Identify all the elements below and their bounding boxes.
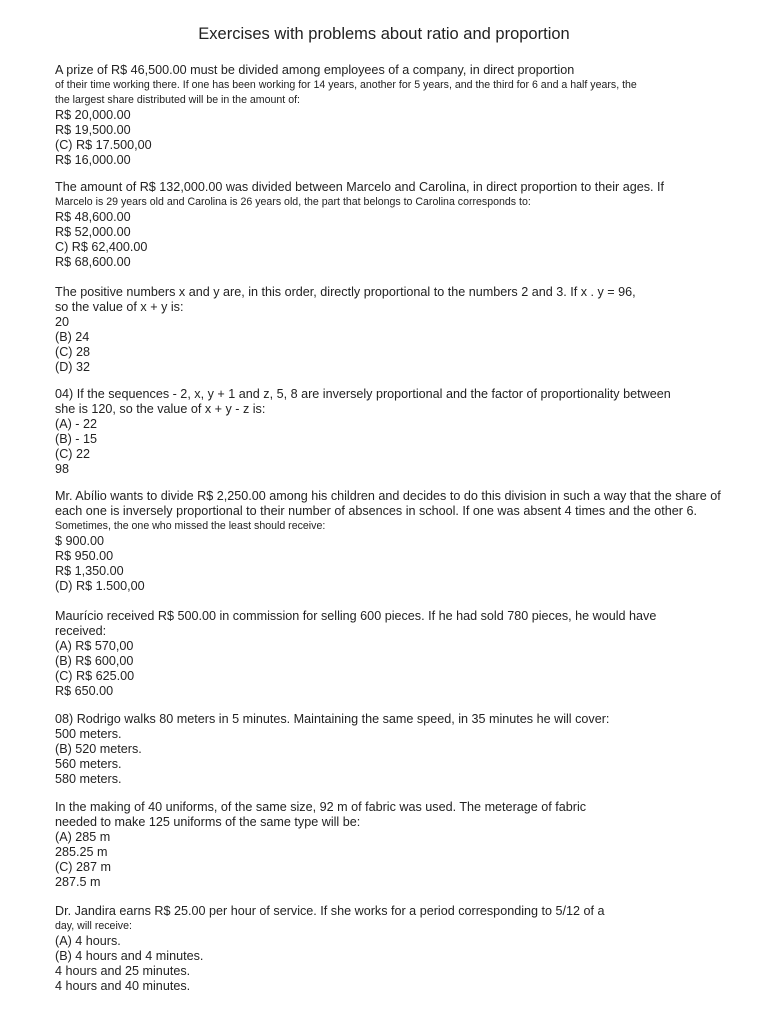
question-line: (D) 32: [55, 360, 90, 374]
question-line: (C) 28: [55, 345, 90, 359]
question-text: 08) Rodrigo walks 80 meters in 5 minutes. Maintaining the same speed, in 35 minutes he will cover:: [55, 712, 610, 726]
question-line: she is 120, so the value of x + y - z is:: [55, 402, 266, 416]
question-text: In the making of 40 uniforms, of the same size, 92 m of fabric was used. The meterage of fabric: [55, 800, 587, 814]
question-line: (D) R$ 1.500,00: [55, 579, 145, 593]
question-line: (C) R$ 17.500,00: [55, 138, 152, 152]
question-line: (B) R$ 600,00: [55, 654, 134, 668]
question-1: [55, 63, 715, 168]
question-text: Mr. Abílio wants to divide R$ 2,250.00 among his children and decides to do this division in such a way that the share of: [55, 489, 721, 503]
question-line: of their time working there. If one has been working for 14 years, another for 5 years, and the third for 6 and a half years, the: [55, 79, 637, 91]
question-line: (B) - 15: [55, 432, 97, 446]
question-text: 04) If the sequences - 2, x, y + 1 and z, 5, 8 are inversely proportional and the factor of proportionality between: [55, 387, 671, 401]
question-line: Marcelo is 29 years old and Carolina is 26 years old, the part that belongs to Carolina corresponds to:: [55, 196, 531, 208]
question-line: (C) R$ 625.00: [55, 669, 135, 683]
question-line: (B) 24: [55, 330, 90, 344]
page-title: Exercises with problems about ratio and proportion: [198, 25, 570, 43]
question-line: 580 meters.: [55, 772, 122, 786]
question-line: (B) 4 hours and 4 minutes.: [55, 949, 204, 963]
question-line: 287.5 m: [55, 875, 101, 889]
question-2: [55, 180, 715, 270]
question-line: R$ 650.00: [55, 684, 114, 698]
question-line: R$ 950.00: [55, 549, 114, 563]
question-line: (B) 520 meters.: [55, 742, 142, 756]
question-line: Sometimes, the one who missed the least should receive:: [55, 520, 326, 532]
question-line: 20: [55, 315, 70, 329]
question-line: 560 meters.: [55, 757, 122, 771]
question-line: R$ 68,600.00: [55, 255, 131, 269]
question-line: R$ 20,000.00: [55, 108, 131, 122]
question-line: 285.25 m: [55, 845, 108, 859]
question-line: C) R$ 62,400.00: [55, 240, 148, 254]
question-text: Dr. Jandira earns R$ 25.00 per hour of service. If she works for a period corresponding to 5/12 of a: [55, 904, 605, 918]
question-line: received:: [55, 624, 107, 638]
question-9: [55, 904, 715, 994]
question-8: [55, 800, 715, 890]
question-3: [55, 285, 715, 375]
question-line: 500 meters.: [55, 727, 122, 741]
question-line: (C) 287 m: [55, 860, 111, 874]
question-line: needed to make 125 uniforms of the same type will be:: [55, 815, 361, 829]
question-6: [55, 609, 715, 699]
question-line: R$ 19,500.00: [55, 123, 131, 137]
question-line: 4 hours and 40 minutes.: [55, 979, 191, 993]
question-line: (A) - 22: [55, 417, 97, 431]
question-line: each one is inversely proportional to their number of absences in school. If one was absent 4 times and the other 6.: [55, 504, 697, 518]
question-line: 98: [55, 462, 70, 476]
question-line: day, will receive:: [55, 920, 132, 932]
question-text: A prize of R$ 46,500.00 must be divided among employees of a company, in direct proportion: [55, 63, 575, 77]
question-text: Maurício received R$ 500.00 in commission for selling 600 pieces. If he had sold 780 pieces, he would have: [55, 609, 657, 623]
question-line: R$ 48,600.00: [55, 210, 131, 224]
question-line: so the value of x + y is:: [55, 300, 184, 314]
question-7: [55, 712, 715, 787]
question-4: [55, 387, 715, 477]
question-line: R$ 1,350.00: [55, 564, 124, 578]
question-line: (A) R$ 570,00: [55, 639, 134, 653]
question-text: The positive numbers x and y are, in this order, directly proportional to the numbers 2 and 3. If x . y = 96,: [55, 285, 636, 299]
question-line: $ 900.00: [55, 534, 105, 548]
question-text: The amount of R$ 132,000.00 was divided between Marcelo and Carolina, in direct proportion to their ages. If: [55, 180, 665, 194]
question-line: (A) 4 hours.: [55, 934, 121, 948]
question-line: R$ 52,000.00: [55, 225, 131, 239]
question-line: (C) 22: [55, 447, 90, 461]
question-line: (A) 285 m: [55, 830, 111, 844]
question-line: 4 hours and 25 minutes.: [55, 964, 191, 978]
question-line: the largest share distributed will be in the amount of:: [55, 94, 300, 106]
question-5: [55, 489, 721, 594]
question-line: R$ 16,000.00: [55, 153, 131, 167]
